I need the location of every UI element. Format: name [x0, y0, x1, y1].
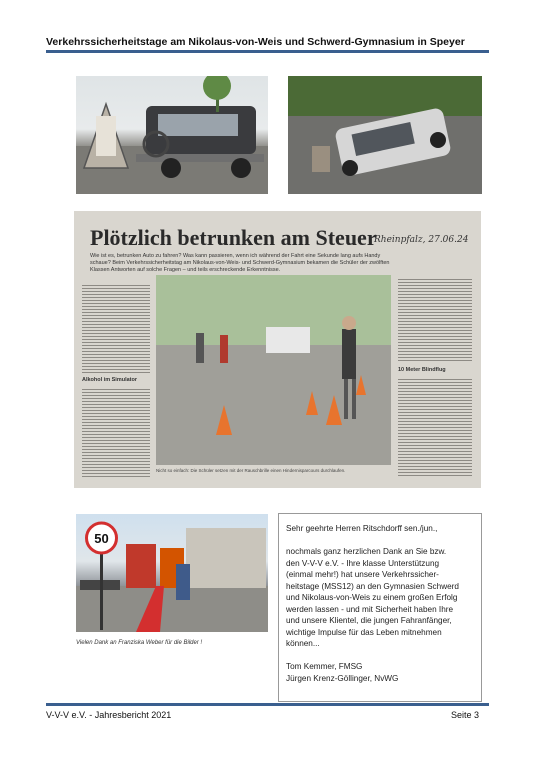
overturned-car-illustration	[288, 76, 482, 194]
thank-you-letter	[278, 513, 482, 702]
letter-line: können...	[286, 639, 320, 648]
clipping-text-column-right-bottom	[398, 377, 472, 477]
letter-line: werden lassen - und mit Sicherheit haben Ihre	[286, 604, 454, 614]
letter-line: heitstage (MSS12) an den Gymnasien Schwerd	[286, 581, 459, 591]
clipping-headline: Plötzlich betrunken am Steuer	[90, 225, 377, 250]
clipping-text-column-left-bottom	[82, 387, 150, 477]
clipping-text-column-right-top	[398, 277, 472, 363]
newspaper-clipping	[74, 211, 481, 488]
photo-crashed-car-trailer	[76, 76, 268, 194]
footer-report-title: V-V-V e.V. - Jahresbericht 2021	[46, 710, 172, 720]
clipping-photo-caption: Nicht so einfach: Die Schüler setzen mit der Rauschbrille einen Hindernisparcours durchlaufen.	[156, 468, 346, 473]
clipping-text-column-left-top	[82, 283, 150, 373]
footer-page-number: Seite 3	[451, 710, 480, 720]
letter-signature: Tom Kemmer, FMSG	[286, 662, 363, 671]
letter-line: nochmals ganz herzlichen Dank an Sie bzw.	[286, 547, 447, 556]
letter-line: (einmal mehr!) hat unsere Verkehrssicher-	[286, 570, 439, 579]
clipping-handwritten-date: Rheinpfalz, 27.06.24	[374, 235, 469, 245]
photo-event-grounds	[76, 514, 268, 632]
letter-line: wichtige Impulse für das Leben mitnehmen	[286, 627, 442, 637]
photo-overturned-car	[288, 76, 482, 194]
crashed-car-trailer-illustration	[76, 76, 268, 194]
photo-credit: Vielen Dank an Franziska Weber für die Bilder !	[76, 640, 203, 646]
parcours-illustration	[156, 275, 391, 465]
event-grounds-illustration	[76, 514, 268, 632]
letter-signature: Jürgen Krenz-Göllinger, NvWG	[286, 673, 399, 683]
clipping-subheadline: Wie ist es, betrunken Auto zu fahren? Was kann passieren, wenn ich während der Fahrt eine Sekunde lang aufs Handy schaue? Beim Verkehrssicherheitstag am Nikolaus-von-Weis- und Schwerd-Gymnasium bekamen die Schüler der zwölften Klassen Antworten auf solche Fragen – und teils erschreckende Erkenntnisse.	[90, 253, 390, 273]
bottom-divider	[46, 703, 489, 706]
clipping-section-blindflug: 10 Meter Blindflug	[398, 367, 446, 373]
letter-line: und Nikolaus-von-Weis zu einem großen Erfolg	[286, 593, 458, 602]
page-title: Verkehrssicherheitstage am Nikolaus-von-Weis und Schwerd-Gymnasium in Speyer	[46, 36, 465, 48]
letter-salutation: Sehr geehrte Herren Ritschdorff sen./jun.,	[286, 524, 438, 533]
clipping-section-alkohol: Alkohol im Simulator	[82, 377, 138, 383]
top-divider	[46, 50, 489, 53]
clipping-photo-parcours	[156, 275, 391, 465]
letter-line: den V-V-V e.V. - Ihre klasse Unterstützung	[286, 558, 440, 568]
letter-line: und unsere Klientel, die jungen Fahranfänger,	[286, 616, 452, 625]
speed-sign-number: 50	[94, 531, 109, 546]
